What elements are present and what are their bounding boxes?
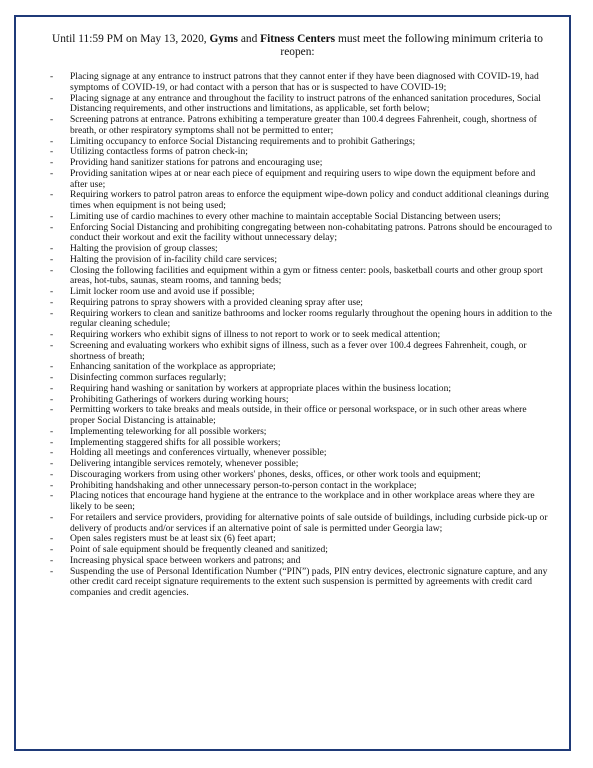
criteria-text: Limit locker room use and avoid use if possible; [70, 286, 255, 297]
criteria-item [34, 72, 552, 94]
criteria-list [34, 72, 552, 599]
title-intro: Until 11:59 PM on May 13, 2020, [52, 33, 210, 45]
bullet-dash: - [50, 157, 54, 168]
criteria-item [34, 567, 552, 599]
criteria-item [34, 266, 552, 288]
criteria-item [34, 513, 552, 535]
criteria-text: Requiring workers to patrol patron areas to enforce the equipment wipe-down policy and conduct additional cleanings during times when equipment is not being used; [70, 189, 549, 211]
criteria-text: Screening and evaluating workers who exhibit signs of illness, such as a fever over 100.4 degrees Fahrenheit, cough, or shortness of breath; [70, 339, 527, 362]
bullet-dash: - [50, 296, 54, 308]
title-gyms: Gyms [209, 33, 238, 45]
criteria-text: Requiring workers to clean and sanitize bathrooms and locker rooms regularly throughout the opening hours in addition to the regular cleaning schedule; [70, 307, 553, 330]
criteria-text: Requiring workers who exhibit signs of illness to not report to work or to seek medical attention; [70, 329, 441, 340]
bullet-dash: - [50, 329, 54, 340]
criteria-item [34, 309, 552, 331]
criteria-text: For retailers and service providers, providing for alternative points of sale outside of buildings, including curbside pick-up or delivery of products and/or services if an alternative point of sale is permitted under Georgia law; [70, 511, 548, 534]
title-and: and [237, 33, 261, 45]
bullet-dash: - [50, 114, 54, 125]
bullet-dash: - [50, 372, 54, 383]
bullet-dash: - [50, 382, 54, 394]
criteria-text: Suspending the use of Personal Identification Number (“PIN”) pads, PIN entry devices, electronic signature capture, and any other credit card receipt signature requirements to the extent such suspension is permitted by agreements with credit card companies and credit agencies. [70, 565, 548, 598]
criteria-item [34, 115, 552, 137]
bullet-dash: - [50, 511, 54, 523]
criteria-text: Discouraging workers from using other workers' phones, desks, offices, or other work tools and equipment; [70, 468, 481, 480]
bullet-dash: - [50, 307, 54, 319]
bullet-dash: - [50, 436, 54, 448]
criteria-item [34, 405, 552, 427]
criteria-text: Limiting use of cardio machines to every other machine to maintain acceptable Social Distancing between users; [70, 210, 501, 222]
document-title [50, 33, 545, 58]
bullet-dash: - [50, 544, 54, 555]
bullet-dash: - [50, 479, 54, 491]
criteria-item [34, 341, 552, 363]
criteria-text: Closing the following facilities and equipment within a gym or fitness center: pools, basketball courts and other group sport areas, hot-tubs, saunas, steam rooms, and tanning beds; [70, 264, 543, 287]
criteria-text: Placing notices that encourage hand hygiene at the entrance to the workplace and in other workplace areas where they are likely to be seen; [70, 490, 535, 512]
bullet-dash: - [50, 264, 54, 276]
bullet-dash: - [50, 458, 54, 469]
criteria-text: Screening patrons at entrance. Patrons exhibiting a temperature greater than 100.4 degrees Fahrenheit, cough, shortness of breath, or other respiratory symptoms shall not be permitted to enter; [70, 114, 537, 136]
criteria-text: Utilizing contactless forms of patron check-in; [70, 146, 248, 158]
bullet-dash: - [50, 554, 54, 566]
bullet-dash: - [50, 167, 54, 179]
criteria-item [34, 223, 552, 245]
title-fitness-centers: Fitness Centers [260, 33, 336, 45]
bullet-dash: - [50, 404, 54, 416]
criteria-text: Placing signage at any entrance and throughout the facility to instruct patrons of the enhanced sanitation procedures, Social Distancing requirements, and other instructions and limitations, as applicable, set forth below; [70, 92, 541, 115]
bullet-dash: - [50, 253, 54, 265]
criteria-text: Permitting workers to take breaks and meals outside, in their office or personal workspace, or in such other areas where proper Social Distancing is attainable; [70, 404, 527, 426]
bullet-dash: - [50, 393, 54, 405]
bullet-dash: - [50, 221, 54, 233]
bullet-dash: - [50, 71, 54, 82]
criteria-text: Prohibiting Gatherings of workers during working hours; [70, 393, 289, 405]
bullet-dash: - [50, 243, 54, 254]
bullet-dash: - [50, 468, 54, 480]
bullet-dash: - [50, 533, 54, 545]
criteria-text: Placing signage at any entrance to instruct patrons that they cannot enter if they have been diagnosed with COVID-19, had symptoms of COVID-19, or had contact with a person that has or is suspected to have COVID-19; [70, 71, 539, 93]
criteria-text: Requiring hand washing or sanitation by workers at appropriate places within the business location; [70, 382, 451, 394]
bullet-dash: - [50, 361, 54, 373]
criteria-text: Enhancing sanitation of the workplace as appropriate; [70, 361, 276, 373]
criteria-item [34, 190, 552, 212]
criteria-text: Delivering intangible services remotely, whenever possible; [70, 458, 299, 469]
bullet-dash: - [50, 339, 54, 351]
criteria-text: Holding all meetings and conferences virtually, whenever possible; [70, 447, 327, 459]
bullet-dash: - [50, 490, 54, 502]
title-outro: must meet the following minimum criteria to reopen: [280, 33, 543, 58]
criteria-text: Halting the provision of group classes; [70, 243, 218, 254]
criteria-text: Halting the provision of in-facility child care services; [70, 253, 278, 265]
criteria-text: Point of sale equipment should be frequently cleaned and sanitized; [70, 544, 328, 555]
bullet-dash: - [50, 565, 54, 577]
bullet-dash: - [50, 425, 54, 437]
bullet-dash: - [50, 286, 54, 297]
criteria-text: Open sales registers must be at least six (6) feet apart; [70, 533, 276, 545]
criteria-text: Prohibiting handshaking and other unnecessary person-to-person contact in the workplace; [70, 479, 417, 491]
criteria-text: Enforcing Social Distancing and prohibiting congregating between non-cohabitating patrons. Patrons should be encouraged to conduct their workout and exit the facility without unnecessary delay; [70, 221, 552, 244]
criteria-text: Disinfecting common surfaces regularly; [70, 372, 227, 383]
criteria-text: Requiring patrons to spray showers with a provided cleaning spray after use; [70, 296, 363, 308]
criteria-text: Increasing physical space between workers and patrons; and [70, 554, 301, 566]
criteria-item [34, 491, 552, 513]
criteria-item [34, 94, 552, 116]
criteria-text: Implementing staggered shifts for all possible workers; [70, 436, 281, 448]
bullet-dash: - [50, 92, 54, 104]
criteria-text: Providing hand sanitizer stations for patrons and encouraging use; [70, 157, 323, 168]
criteria-item [34, 169, 552, 191]
bullet-dash: - [50, 189, 54, 201]
bullet-dash: - [50, 146, 54, 158]
criteria-text: Providing sanitation wipes at or near each piece of equipment and requiring users to wipe down the equipment before and after use; [70, 167, 536, 190]
bullet-dash: - [50, 447, 54, 459]
bullet-dash: - [50, 135, 54, 147]
criteria-text: Implementing teleworking for all possible workers; [70, 425, 267, 437]
bullet-dash: - [50, 210, 54, 222]
criteria-text: Limiting occupancy to enforce Social Distancing requirements and to prohibit Gatherings; [70, 135, 416, 147]
